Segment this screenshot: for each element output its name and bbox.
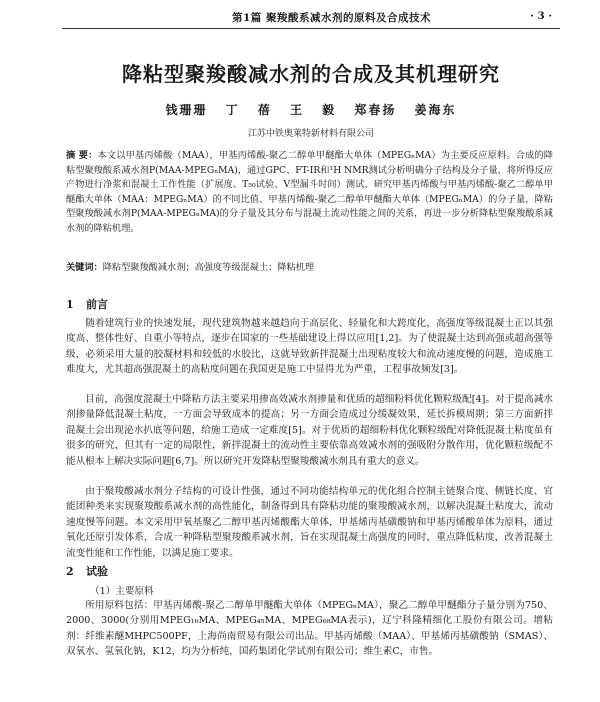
author-list: 钱珊珊 丁 蓓 王 毅 郑春扬 姜海东	[165, 103, 457, 117]
section-heading-experiment	[66, 563, 108, 579]
abstract-label: 摘 要：	[66, 150, 98, 161]
paper-title: 降粘型聚羧酸减水剂的合成及其机理研究	[122, 62, 500, 86]
section-number: 2	[66, 565, 74, 578]
abstract-text: 本文以甲基丙烯酸（MAA），甲基丙烯酸-聚乙二醇单甲醚酯大单体（MPEGₙMA）为主要反应原料。合成的降粘型聚羧酸系减水剂P(MAA-MPEGₙMA)，通过GPC、FT-IR和¹H NMR测试分析明确分子结构及分子量，将所得反应产物进行净浆和混凝土工作性能（扩展度、T₅₀试验、V型漏斗时间）测试，研究甲基丙烯酸与甲基丙烯酸-聚乙二醇单甲醚酯大单体（MAA：MPEGₙMA）的不同比值、甲基丙烯酸-聚乙二醇单甲醚酯大单体（MPEGₙMA）的分子量，降粘型聚羧酸减水剂P(MAA-MPEGₙMA)的分子量及其分布与混凝土流动性能之间的关系，再进一步分析降粘型聚羧酸系减水剂的降粘机理。	[66, 150, 553, 234]
section-title: 试验	[86, 565, 108, 578]
header-chapter-title: 第1篇 聚羧酸系减水剂的原料及合成技术	[232, 12, 431, 24]
section-title: 前言	[86, 298, 108, 311]
keywords-text: 降粘型聚羧酸减水剂；高强度等级混凝土；降粘机理	[102, 262, 315, 273]
header-page-number: · 3 ·	[530, 10, 552, 22]
keywords-label: 关键词：	[66, 262, 103, 273]
body-paragraph: 目前，高强度混凝土中降粘方法主要采用掺高效减水剂掺量和优质的超细粉料优化颗粒级配[4]。对于提高减水剂掺量降低混凝土粘度，一方面会导致成本的提高；另一方面会造成过分缓凝效果，延长拆模周期；第三方面新拌混凝土会出现泌水扒底等问题，给施工造成一定难度[5]。对于优质的超细粉料优化颗粒级配对降低混凝土粘度虽有很多的研究，但其有一定的局限性，新拌混凝土的流动性主要依靠高效减水剂的强吸附分散作用，优化颗粒级配不能从根本上解决实际问题[6,7]。所以研究开发降粘型聚羧酸减水剂具有重大的意义。	[66, 394, 553, 467]
section-number: 1	[66, 298, 74, 311]
body-paragraph: 所用原料包括：甲基丙烯酸-聚乙二醇单甲醚酯大单体（MPEGₙMA），聚乙二醇单甲醚酯分子量分别为750、2000、3000(分别用MPEG₁₆MA、MPEG₄₅MA、MPEG₆₈MA表示)，辽宁科隆精细化工股份有限公司。增粘剂：纤维素醚MHPC500PF，上海尚南贸易有限公司出品。甲基丙烯酸（MAA）、甲基烯丙基磺酸钠（SMAS）、双氧水、氢氧化钠，K12，均为分析纯，国药集团化学试剂有限公司；维生素C，市售。	[66, 600, 553, 658]
body-paragraph: 由于聚羧酸减水剂分子结构的可设计性强，通过不同功能结构单元的优化组合控制主链聚合度、侧链长度、官能团种类来实现聚羧酸系减水剂的高性能化，制备得到具有降粘功能的聚羧酸减水剂，以解决混凝土粘度大，流动速度慢等问题。本文采用甲氧基聚乙二醇甲基丙烯酸酯大单体，甲基烯丙基磺酸钠和甲基丙烯酸单体为原料，通过氧化还原引发体系，合成一种降粘型聚羧酸系减水剂，旨在实现混凝土高强度的同时，重点降低粘度，改善混凝土流变性能和工作性能，以满足施工要求。	[66, 486, 553, 559]
keywords	[66, 261, 553, 275]
affiliation: 江苏中铁奥莱特新材料有限公司	[247, 129, 374, 139]
abstract	[66, 149, 553, 237]
section-heading-introduction	[66, 296, 108, 312]
running-header	[62, 6, 560, 29]
body-paragraph: 随着建筑行业的快速发展，现代建筑物越来越趋向于高层化、轻量化和大跨度化，高强度等级混凝土正以其强度高、整体性好、自重小等特点，逐步在国家的一些基础建设上得以应用[1,2]。为了使混凝土达到高强或超高强等级，必须采用大量的胶凝材料和较低的水胶比，这就导致新拌混凝土出现粘度较大和流动速度慢的问题，造成施工难度大，尤其超高强混凝土的高粘度问题在我国更是施工中显得尤为严重，工程事故频发[3]。	[66, 318, 553, 376]
subsection-heading: （1）主要原料	[90, 586, 154, 597]
